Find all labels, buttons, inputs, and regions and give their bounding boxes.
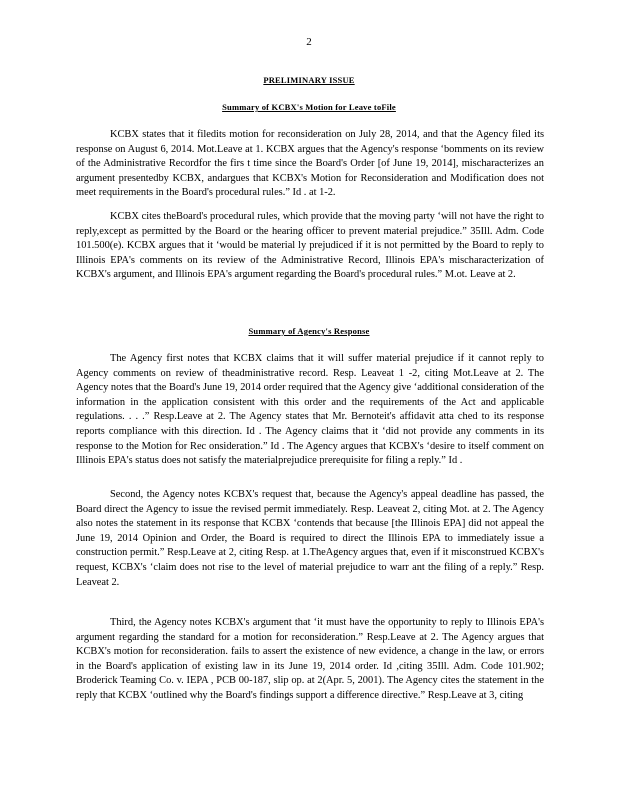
section-heading-text: Summary of KCBX's Motion for Leave toFile [222, 102, 396, 112]
paragraph: The Agency first notes that KCBX claims that it will suffer material prejudice if it cannot reply to Agency comments on review of theadministrative record. Resp. Leaveat 1 -2, citing Mot.Leave at 2. The Agency notes that the Board's June 19, 2014 order required that the Agency give ‘additional consideration of the information in the application consistent with this order and the requirements of the Act and applicable regulations. . . .” Resp.Leave at 2. The Agency states that Mr. Bernoteit's affidavit atta ched to its response reports compliance with this direction. Id . The Agency claims that it ‘did not provide any comments in its response to the Motion for Rec onsideration.” Id . The Agency argues that KCBX's ‘desire to itself comment on Illinois EPA's status does not satisfy the materialprejudice prerequisite for filing a reply.” Id . [76, 353, 544, 467]
section-heading-text: Summary of Agency's Response [248, 326, 370, 336]
preliminary-issue-heading-text: PRELIMINARY ISSUE [263, 75, 355, 85]
section-heading-agency-response [0, 326, 618, 336]
section-heading-kcbx-motion [0, 102, 618, 112]
paragraph: Second, the Agency notes KCBX's request that, because the Agency's appeal deadline has passed, the Board direct the Agency to issue the revised permit immediately. Resp. Leaveat 2, citing Mot. at 2. The Agency also notes the statement in its response that KCBX ‘contends that because [the Illinois EPA] did not appeal the June 19, 2014 Opinion and Order, the Board is required to direct the Illinois EPA to immediately issue a construction permit.” Resp.Leave at 2, citing Resp. at 1.TheAgency argues that, even if it misconstrued KCBX's request, KCBX's ‘claim does not rise to the level of material prejudice to warr ant the filing of a reply.” Resp. Leaveat 2. [76, 489, 544, 588]
paragraph: KCBX cites theBoard's procedural rules, which provide that the moving party ‘will not have the right to reply,except as permitted by the Board or the hearing officer to prevent material prejudice.” 35Ill. Adm. Code 101.500(e). KCBX argues that it ‘would be material ly prejudiced if it is not permitted by the Board to reply to Illinois EPA's comments on its review of the Administrative Record, Illinois EPA's mischaracterization of KCBX's argument, and Illinois EPA's argument regarding the Board's procedural rules.” M.ot. Leave at 2. [76, 211, 544, 281]
preliminary-issue-heading [0, 75, 618, 85]
paragraph: KCBX states that it filedits motion for reconsideration on July 28, 2014, and that the Agency filed its response on August 6, 2014. Mot.Leave at 1. KCBX argues that the Agency's response ‘bomments on its review of the Administrative Recordfor the firs t time since the Board's Order [of June 19, 2014], mischaracterizes an argument presentedby KCBX, andargues that KCBX's Motion for Reconsideration and Modification does not meet requirements in the Board's procedural rules.” Id . at 1-2. [76, 129, 544, 199]
page-number: 2 [306, 36, 312, 48]
paragraph: Third, the Agency notes KCBX's argument that ‘it must have the opportunity to reply to Illinois EPA's argument regarding the standard for a motion for reconsideration.” Resp.Leave at 2. The Agency argues that KCBX's motion for reconsideration. fails to assert the existence of new evidence, a change in the law, or errors in the Board's application of existing law in its June 19, 2014 order. Id ,citing 35Ill. Adm. Code 101.902; Broderick Teaming Co. v. IEPA , PCB 00-187, slip op. at 2(Apr. 5, 2001). The Agency cites the statement in the reply that KCBX ‘outlined why the Board's findings support a difference directive.” Resp.Leave at 3, citing [76, 617, 544, 701]
